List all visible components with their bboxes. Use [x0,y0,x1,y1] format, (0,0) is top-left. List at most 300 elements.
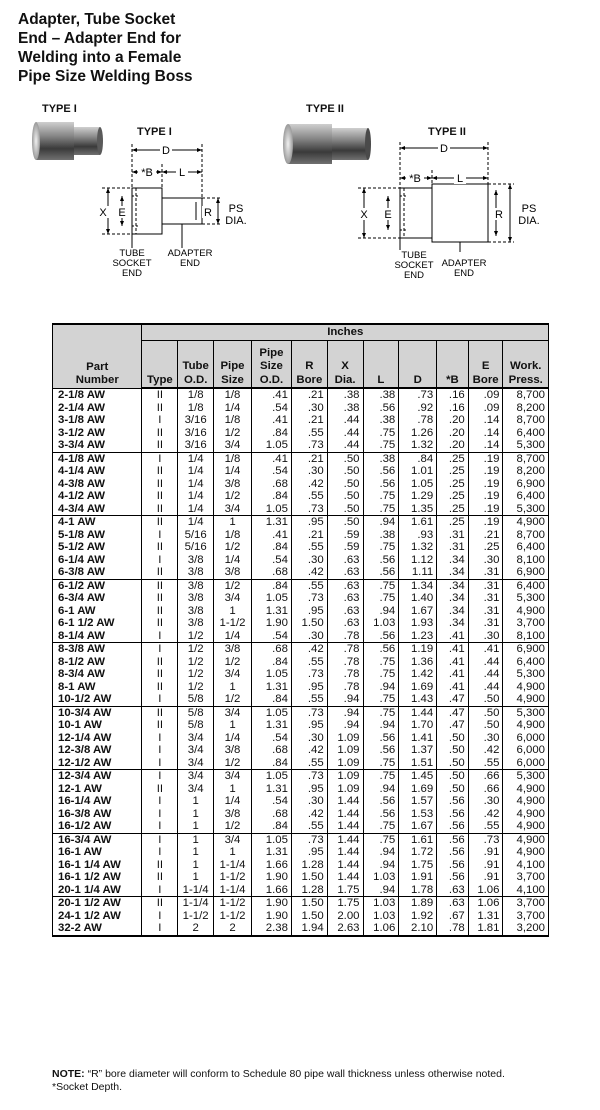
cell-b: .34 [437,554,469,567]
cell-b: .50 [437,744,469,757]
cell-r-bore: .55 [291,693,327,706]
cell-x-dia: .44 [327,439,363,452]
table-row [53,871,549,884]
cell-work-press: 4,900 [503,833,549,846]
cell-type: II [142,579,178,592]
cell-tube-od: 3/8 [178,566,214,579]
cell-tube-od: 1 [178,871,214,884]
cell-l: .75 [363,503,399,516]
cell-part: 2-1/8 AW [53,388,142,402]
cell-x-dia: 1.75 [327,884,363,897]
cell-e-bore: .66 [468,783,503,796]
cell-d: 1.69 [399,783,437,796]
cell-l: .56 [363,566,399,579]
cell-b: .31 [437,529,469,542]
cell-x-dia: 1.75 [327,897,363,910]
cell-work-press: 6,000 [503,757,549,770]
cell-part: 6-3/8 AW [53,566,142,579]
header-text: D [413,373,422,386]
specification-table [52,323,549,937]
cell-work-press: 3,700 [503,617,549,630]
cell-r-bore: .73 [291,668,327,681]
cell-work-press: 8,700 [503,529,549,542]
cell-pipe-size-od: 1.05 [251,668,291,681]
cell-e-bore: .21 [468,529,503,542]
cell-tube-od: 3/16 [178,439,214,452]
cell-pipe-size: 3/4 [214,706,252,719]
cell-part: 5-1/2 AW [53,541,142,554]
cell-pipe-size-od: .54 [251,465,291,478]
cell-work-press: 5,300 [503,592,549,605]
cell-type: II [142,439,178,452]
cell-pipe-size: 1 [214,783,252,796]
cell-b: .56 [437,833,469,846]
cell-pipe-size-od: 1.31 [251,605,291,618]
cell-b: .67 [437,910,469,923]
cell-r-bore: .73 [291,706,327,719]
cell-type: II [142,605,178,618]
header-text: Number [75,374,119,386]
cell-work-press: 5,300 [503,439,549,452]
cell-work-press: 5,300 [503,770,549,783]
cell-e-bore: 1.81 [468,922,503,936]
table-row [53,846,549,859]
cell-work-press: 6,400 [503,579,549,592]
table-row [53,795,549,808]
cell-part: 16-1 AW [53,846,142,859]
cell-d: .93 [399,529,437,542]
cell-l: .38 [363,452,399,465]
cell-d: 1.01 [399,465,437,478]
cell-work-press: 8,200 [503,402,549,415]
cell-tube-od: 1/2 [178,643,214,656]
cell-d: 1.69 [399,681,437,694]
cell-pipe-size: 1-1/4 [214,859,252,872]
header-pipe-size-od [251,341,291,389]
cell-b: .56 [437,859,469,872]
cell-type: II [142,719,178,732]
cell-pipe-size-od: 1.90 [251,897,291,910]
cell-l: .75 [363,757,399,770]
cell-pipe-size-od: .54 [251,554,291,567]
header-text: Size [260,360,283,372]
cell-tube-od: 1/4 [178,478,214,491]
header-l [363,341,399,389]
cell-r-bore: .95 [291,719,327,732]
cell-b: .47 [437,719,469,732]
header-text: E [481,360,490,372]
cell-pipe-size-od: 1.05 [251,592,291,605]
cell-b: .78 [437,922,469,936]
table-row [53,897,549,910]
cell-b: .50 [437,757,469,770]
cell-pipe-size: 1 [214,516,252,529]
cell-e-bore: .73 [468,833,503,846]
cell-part: 8-1 AW [53,681,142,694]
cell-pipe-size-od: 1.31 [251,719,291,732]
dim-d-label: D [440,143,448,155]
type2-photo-label: TYPE II [306,103,344,115]
type1-dimension-drawing [90,140,260,280]
cell-pipe-size-od: 2.38 [251,922,291,936]
table-row [53,757,549,770]
cell-part: 10-1/2 AW [53,693,142,706]
cell-tube-od: 1/4 [178,490,214,503]
cell-tube-od: 5/8 [178,719,214,732]
cell-b: .56 [437,846,469,859]
cell-d: 1.37 [399,744,437,757]
cell-type: I [142,910,178,923]
tube-end-label: SOCKET [394,260,434,271]
cell-pipe-size: 1/2 [214,656,252,669]
cell-e-bore: .30 [468,630,503,643]
dim-x-label: X [99,207,107,219]
cell-part: 16-3/8 AW [53,808,142,821]
cell-r-bore: .42 [291,643,327,656]
cell-work-press: 8,700 [503,452,549,465]
cell-pipe-size: 1/2 [214,490,252,503]
cell-work-press: 6,000 [503,732,549,745]
tube-end-label: TUBE [119,248,145,259]
cell-type: II [142,465,178,478]
cell-l: 1.03 [363,897,399,910]
cell-tube-od: 1 [178,859,214,872]
cell-tube-od: 1-1/4 [178,897,214,910]
cell-e-bore: .42 [468,808,503,821]
cell-pipe-size: 3/8 [214,744,252,757]
cell-e-bore: 1.06 [468,897,503,910]
cell-x-dia: .78 [327,656,363,669]
cell-r-bore: .42 [291,566,327,579]
cell-x-dia: 1.09 [327,757,363,770]
cell-x-dia: 1.09 [327,783,363,796]
note-label: NOTE: [52,1068,85,1080]
cell-e-bore: .14 [468,414,503,427]
table-row [53,706,549,719]
cell-part: 16-1 1/4 AW [53,859,142,872]
cell-type: II [142,541,178,554]
page-title [18,10,258,86]
cell-pipe-size: 3/4 [214,439,252,452]
cell-tube-od: 1/4 [178,465,214,478]
cell-type: II [142,566,178,579]
cell-b: .25 [437,452,469,465]
dim-b-label: *B [141,167,153,179]
cell-x-dia: 1.44 [327,859,363,872]
cell-part: 5-1/8 AW [53,529,142,542]
cell-type: II [142,478,178,491]
cell-d: 1.29 [399,490,437,503]
cell-x-dia: .94 [327,706,363,719]
cell-l: .94 [363,516,399,529]
cell-e-bore: .31 [468,617,503,630]
cell-pipe-size-od: .41 [251,388,291,402]
cell-x-dia: .94 [327,719,363,732]
cell-tube-od: 1/4 [178,503,214,516]
cell-part: 3-3/4 AW [53,439,142,452]
cell-l: .56 [363,808,399,821]
cell-d: 1.61 [399,833,437,846]
cell-b: .20 [437,427,469,440]
cell-b: .50 [437,770,469,783]
table-row [53,529,549,542]
table-row [53,617,549,630]
table-row [53,439,549,452]
cell-pipe-size-od: 1.90 [251,910,291,923]
cell-type: I [142,808,178,821]
cell-d: 1.72 [399,846,437,859]
cell-part: 12-3/8 AW [53,744,142,757]
cell-e-bore: .09 [468,402,503,415]
cell-work-press: 8,200 [503,465,549,478]
tube-end-label: END [121,268,143,279]
cell-part: 4-3/4 AW [53,503,142,516]
cell-part: 8-3/4 AW [53,668,142,681]
cell-r-bore: .55 [291,541,327,554]
cell-type: II [142,402,178,415]
cell-work-press: 4,900 [503,808,549,821]
type2-dimension-drawing [352,140,552,280]
header-text: R [305,360,314,372]
table-row [53,503,549,516]
cell-pipe-size: 1/8 [214,414,252,427]
cell-pipe-size-od: .54 [251,630,291,643]
cell-part: 16-1/2 AW [53,820,142,833]
cell-pipe-size: 3/4 [214,592,252,605]
cell-pipe-size: 1/2 [214,427,252,440]
cell-work-press: 6,400 [503,656,549,669]
cell-r-bore: .55 [291,757,327,770]
cell-pipe-size-od: .41 [251,529,291,542]
cell-tube-od: 1/2 [178,630,214,643]
table-row [53,554,549,567]
cell-l: .75 [363,490,399,503]
cell-tube-od: 3/16 [178,427,214,440]
cell-x-dia: .50 [327,478,363,491]
cell-e-bore: .66 [468,770,503,783]
cell-e-bore: .30 [468,732,503,745]
header-tube-od [178,341,214,389]
cell-pipe-size: 1/2 [214,693,252,706]
cell-d: 1.11 [399,566,437,579]
cell-work-press: 3,200 [503,922,549,936]
cell-part: 3-1/2 AW [53,427,142,440]
cell-e-bore: .31 [468,579,503,592]
cell-l: .75 [363,693,399,706]
adapter-end-label: END [453,268,475,279]
dim-e-label: E [384,209,392,221]
cell-d: 1.12 [399,554,437,567]
table-row [53,783,549,796]
cell-r-bore: .95 [291,846,327,859]
cell-r-bore: .30 [291,795,327,808]
cell-l: .75 [363,656,399,669]
cell-pipe-size-od: .68 [251,808,291,821]
table-body [53,388,549,936]
cell-pipe-size-od: 1.05 [251,833,291,846]
cell-d: 1.70 [399,719,437,732]
cell-d: 1.67 [399,605,437,618]
cell-r-bore: .30 [291,554,327,567]
cell-type: II [142,427,178,440]
cell-l: 1.03 [363,910,399,923]
header-work-press [503,341,549,389]
cell-x-dia: 1.44 [327,820,363,833]
cell-l: .56 [363,795,399,808]
cell-pipe-size-od: .68 [251,478,291,491]
cell-part: 20-1 1/2 AW [53,897,142,910]
cell-e-bore: .25 [468,541,503,554]
cell-part: 6-1/2 AW [53,579,142,592]
cell-e-bore: .19 [468,503,503,516]
cell-d: .84 [399,452,437,465]
cell-part: 16-1/4 AW [53,795,142,808]
cell-d: 1.32 [399,541,437,554]
cell-x-dia: .59 [327,529,363,542]
cell-d: 2.10 [399,922,437,936]
cell-x-dia: .50 [327,503,363,516]
cell-pipe-size-od: .68 [251,566,291,579]
title-line: Adapter, Tube Socket [18,11,176,28]
cell-l: .94 [363,719,399,732]
cell-pipe-size-od: .84 [251,693,291,706]
cell-x-dia: 1.44 [327,833,363,846]
cell-part: 32-2 AW [53,922,142,936]
cell-e-bore: .14 [468,427,503,440]
header-text: Dia. [334,373,356,386]
cell-x-dia: .63 [327,554,363,567]
cell-e-bore: .91 [468,846,503,859]
header-text: Size [221,373,244,386]
cell-x-dia: .50 [327,516,363,529]
cell-r-bore: .95 [291,681,327,694]
cell-l: .75 [363,770,399,783]
cell-r-bore: 1.94 [291,922,327,936]
cell-work-press: 6,000 [503,744,549,757]
cell-tube-od: 1-1/4 [178,884,214,897]
cell-work-press: 6,900 [503,566,549,579]
cell-x-dia: .44 [327,414,363,427]
cell-l: .75 [363,541,399,554]
cell-type: II [142,656,178,669]
header-d [399,341,437,389]
table-row [53,656,549,669]
cell-b: .56 [437,808,469,821]
cell-b: .25 [437,516,469,529]
cell-d: 1.78 [399,884,437,897]
header-b [437,341,469,389]
cell-pipe-size-od: 1.05 [251,503,291,516]
cell-r-bore: .30 [291,465,327,478]
cell-d: 1.23 [399,630,437,643]
cell-type: I [142,795,178,808]
cell-tube-od: 3/4 [178,783,214,796]
cell-tube-od: 1 [178,820,214,833]
cell-work-press: 4,900 [503,719,549,732]
cell-work-press: 8,100 [503,630,549,643]
cell-type: II [142,503,178,516]
cell-e-bore: .09 [468,388,503,402]
cell-tube-od: 2 [178,922,214,936]
cell-type: II [142,681,178,694]
cell-pipe-size: 1 [214,681,252,694]
dim-dia-label: DIA. [225,215,247,227]
cell-d: 1.53 [399,808,437,821]
cell-x-dia: 1.44 [327,808,363,821]
cell-b: .50 [437,732,469,745]
cell-d: 1.36 [399,656,437,669]
cell-e-bore: .41 [468,643,503,656]
cell-b: .34 [437,617,469,630]
cell-pipe-size: 3/8 [214,478,252,491]
cell-r-bore: .55 [291,427,327,440]
cell-d: 1.51 [399,757,437,770]
cell-tube-od: 3/4 [178,744,214,757]
header-text: Type [147,373,173,386]
cell-part: 20-1 1/4 AW [53,884,142,897]
cell-work-press: 4,900 [503,846,549,859]
cell-l: .94 [363,859,399,872]
cell-r-bore: .55 [291,579,327,592]
cell-tube-od: 1 [178,795,214,808]
cell-d: 1.67 [399,820,437,833]
cell-type: II [142,706,178,719]
cell-tube-od: 3/4 [178,732,214,745]
cell-r-bore: 1.28 [291,859,327,872]
cell-part: 2-1/4 AW [53,402,142,415]
cell-x-dia: .44 [327,427,363,440]
cell-type: I [142,770,178,783]
cell-tube-od: 1/8 [178,388,214,402]
cell-work-press: 5,300 [503,706,549,719]
cell-pipe-size-od: 1.90 [251,871,291,884]
cell-part: 16-1 1/2 AW [53,871,142,884]
cell-tube-od: 1-1/2 [178,910,214,923]
cell-x-dia: 2.63 [327,922,363,936]
cell-b: .16 [437,388,469,402]
cell-x-dia: 1.44 [327,871,363,884]
cell-work-press: 6,400 [503,541,549,554]
cell-l: .75 [363,706,399,719]
cell-type: II [142,897,178,910]
cell-pipe-size: 1/2 [214,541,252,554]
cell-e-bore: 1.06 [468,884,503,897]
cell-x-dia: .50 [327,452,363,465]
cell-d: 1.61 [399,516,437,529]
cell-e-bore: .50 [468,706,503,719]
header-x-dia [327,341,363,389]
cell-l: .56 [363,478,399,491]
header-text: Bore [472,373,499,386]
cell-work-press: 6,900 [503,478,549,491]
cell-tube-od: 1 [178,833,214,846]
cell-r-bore: .95 [291,516,327,529]
table-row [53,605,549,618]
dim-d-label: D [162,145,170,157]
cell-l: .56 [363,630,399,643]
cell-e-bore: .19 [468,490,503,503]
header-text: *B [446,373,459,386]
cell-pipe-size: 1/4 [214,630,252,643]
cell-b: .63 [437,884,469,897]
note-text: “R” bore diameter will conform to Schedule 80 pipe wall thickness unless otherwise noted. [87,1068,505,1080]
cell-d: 1.32 [399,439,437,452]
table-row [53,452,549,465]
cell-part: 4-1/4 AW [53,465,142,478]
cell-type: I [142,452,178,465]
cell-type: II [142,490,178,503]
header-r-bore [291,341,327,389]
